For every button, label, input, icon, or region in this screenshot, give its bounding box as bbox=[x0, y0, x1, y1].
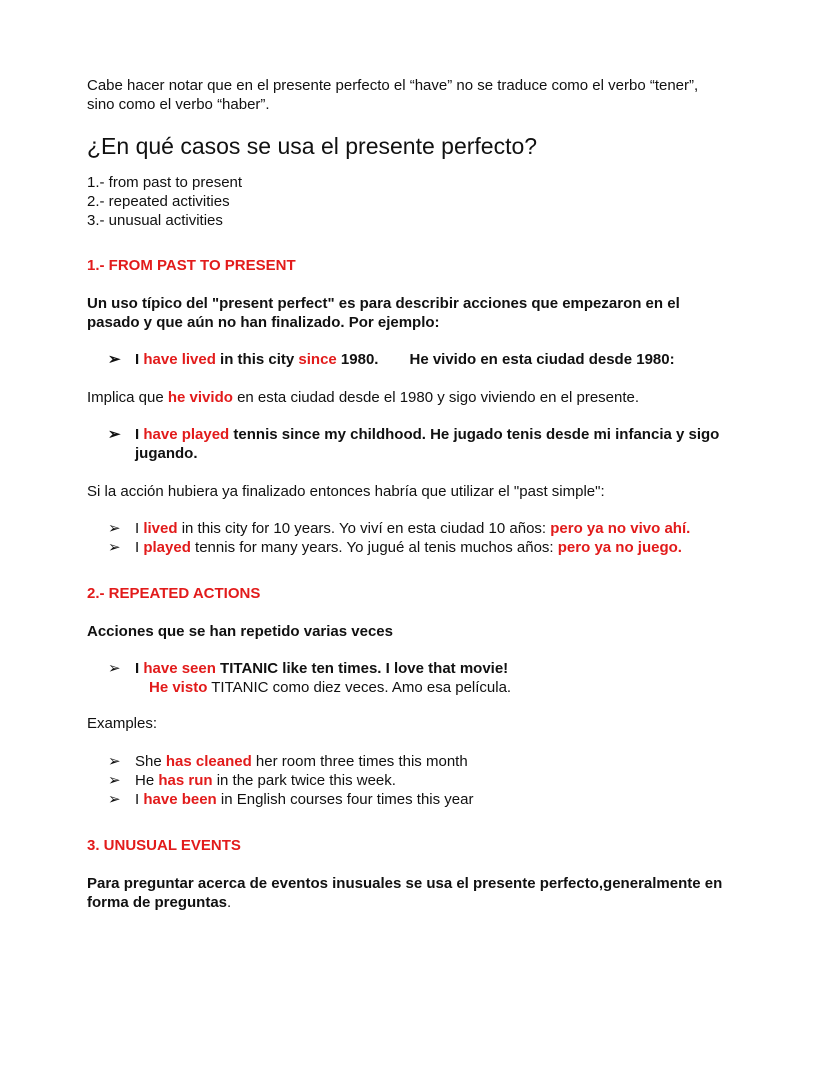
section1-example-2-list bbox=[87, 425, 787, 463]
highlight: pero ya no juego. bbox=[557, 539, 682, 556]
highlight: have lived bbox=[143, 351, 216, 368]
document-page bbox=[87, 76, 787, 912]
bullet-arrow-icon: ➢ bbox=[108, 791, 121, 808]
highlight: has cleaned bbox=[165, 753, 252, 770]
highlight: played bbox=[143, 539, 191, 556]
highlight: lived bbox=[143, 520, 178, 537]
past-simple-item: ➢ I lived in this city for 10 years. Yo viví en esta ciudad 10 años: pero ya no vivo ahí. bbox=[108, 520, 691, 537]
highlight: he vivido bbox=[167, 389, 233, 406]
bullet-arrow-icon: ➢ bbox=[108, 753, 121, 770]
example-item: ➢ She has cleaned her room three times this month bbox=[108, 753, 468, 770]
intro-line-1: Cabe hacer notar que en el presente perfecto el “have” no se traduce como el verbo “tener”, bbox=[87, 77, 699, 94]
translation: He vivido en esta ciudad desde 1980: bbox=[409, 351, 675, 368]
highlight: since bbox=[298, 351, 337, 368]
uses-list bbox=[87, 173, 787, 230]
bullet-arrow-icon: ➢ bbox=[108, 772, 121, 789]
section2-example: ➢ I have seen TITANIC like ten times. I love that movie! He visto TITANIC como diez veces. Amo esa película. bbox=[108, 660, 512, 696]
highlight: He visto bbox=[149, 679, 208, 696]
section2-example-list bbox=[87, 659, 787, 697]
use-item-3: 3.- unusual activities bbox=[87, 212, 223, 229]
highlight: have seen bbox=[143, 660, 216, 677]
use-item-1: 1.- from past to present bbox=[87, 174, 243, 191]
section1-lead-line-2: pasado y que aún no han finalizado. Por ejemplo: bbox=[87, 314, 440, 331]
section2-lead: Acciones que se han repetido varias veces bbox=[87, 623, 393, 640]
highlight: has run bbox=[158, 772, 213, 789]
highlight: have been bbox=[143, 791, 217, 808]
examples-label: Examples: bbox=[87, 715, 158, 732]
intro-line-2: sino como el verbo “haber”. bbox=[87, 96, 270, 113]
bullet-arrow-icon: ➢ bbox=[108, 539, 121, 556]
examples-list bbox=[87, 752, 787, 809]
question-heading: ¿En qué casos se usa el presente perfecto? bbox=[87, 133, 538, 159]
section1-lead-line-1: Un uso típico del "present perfect" es para describir acciones que empezaron en el bbox=[87, 295, 680, 312]
bullet-arrow-icon: ➢ bbox=[108, 660, 121, 677]
section1-heading: 1.- FROM PAST TO PRESENT bbox=[87, 257, 296, 274]
section3-heading: 3. UNUSUAL EVENTS bbox=[87, 837, 241, 854]
section1-example-1-list bbox=[87, 350, 787, 369]
translation: TITANIC como diez veces. Amo esa película. bbox=[207, 679, 512, 696]
intro-paragraph bbox=[87, 76, 787, 114]
section1-example-1: ➢ I have lived in this city since 1980. He vivido en esta ciudad desde 1980: bbox=[108, 351, 675, 368]
section1-example-2: ➢ I have played tennis since my childhood. He jugado tenis desde mi infancia y sigo jugando. bbox=[108, 426, 720, 462]
section2-heading: 2.- REPEATED ACTIONS bbox=[87, 585, 261, 602]
example-item: ➢ He has run in the park twice this week. bbox=[108, 772, 396, 789]
past-simple-intro: Si la acción hubiera ya finalizado entonces habría que utilizar el "past simple": bbox=[87, 483, 605, 500]
section3-lead-line-1: Para preguntar acerca de eventos inusuales se usa el presente perfecto,generalmente en bbox=[87, 875, 723, 892]
bullet-arrow-icon: ➢ bbox=[108, 520, 121, 537]
bullet-arrow-icon: ➢ bbox=[108, 351, 121, 368]
section3-lead-line-2: forma de preguntas. bbox=[87, 894, 232, 911]
highlight: pero ya no vivo ahí. bbox=[550, 520, 691, 537]
section1-lead bbox=[87, 294, 787, 332]
highlight: have played bbox=[143, 426, 230, 443]
use-item-2: 2.- repeated activities bbox=[87, 193, 230, 210]
example-item: ➢ I have been in English courses four times this year bbox=[108, 791, 474, 808]
past-simple-list bbox=[87, 519, 787, 557]
past-simple-item: ➢ I played tennis for many years. Yo jugué al tenis muchos años: pero ya no juego. bbox=[108, 539, 682, 556]
bullet-arrow-icon: ➢ bbox=[108, 426, 121, 443]
section3-lead bbox=[87, 874, 787, 912]
implica-paragraph: Implica que he vivido en esta ciudad desde el 1980 y sigo viviendo en el presente. bbox=[87, 389, 640, 406]
